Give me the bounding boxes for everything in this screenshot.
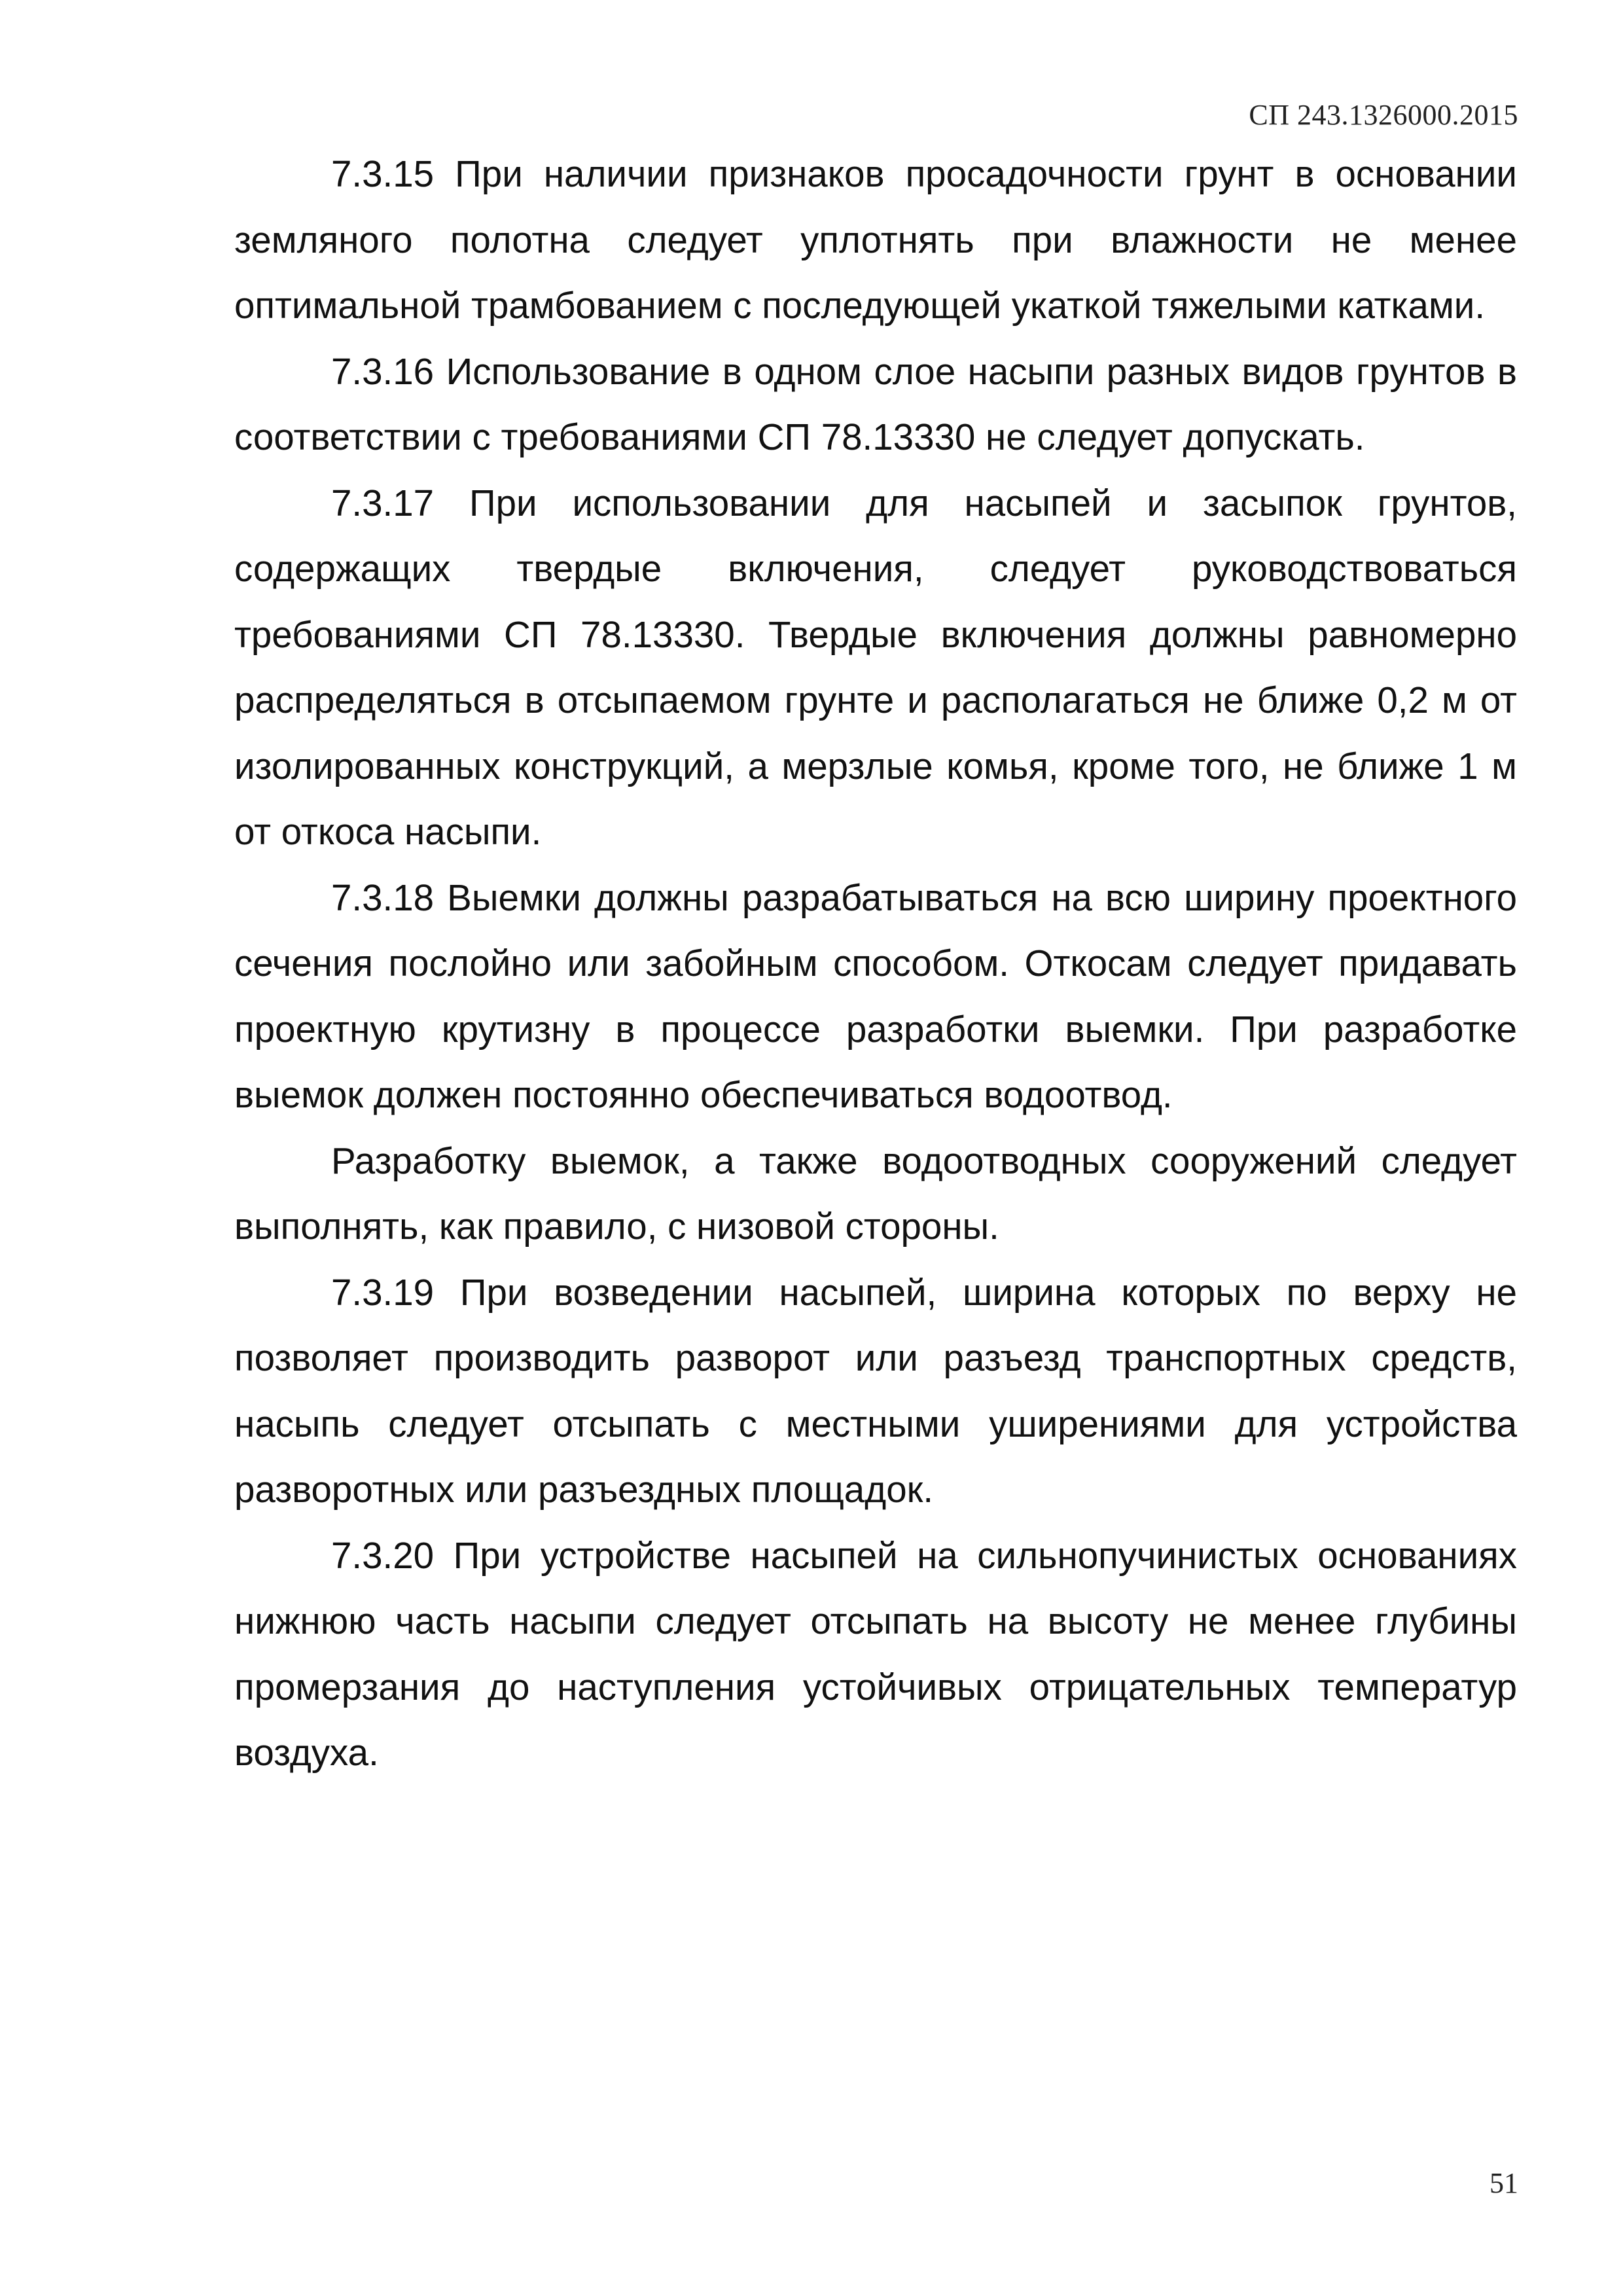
page-number: 51 [1489, 2167, 1518, 2199]
paragraph-7-3-16: 7.3.16 Использование в одном слое насыпи разных видов грунтов в соответствии с требованиями СП 78.13330 не следует допускать. [234, 350, 1517, 457]
paragraph-7-3-15: 7.3.15 При наличии признаков просадочности грунт в основании земляного полотна следует уплотнять при влажности не менее оптимальной трамбованием с последующей укаткой тяжелыми катками. [234, 153, 1517, 326]
document-code-header: СП 243.1326000.2015 [1249, 99, 1518, 131]
paragraph-7-3-18: 7.3.18 Выемки должны разрабатываться на всю ширину проектного сечения послойно или забойным способом. Откосам следует придавать проектную крутизну в процессе разработки выемки. При разработке выемок должен постоянно обеспечиваться водоотвод. [234, 876, 1517, 1115]
paragraph-7-3-20: 7.3.20 При устройстве насыпей на сильнопучинистых основаниях нижнюю часть насыпи следует отсыпать на высоту не менее глубины промерзания до наступления устойчивых отрицательных температур воздуха. [234, 1534, 1517, 1773]
paragraph-7-3-19: 7.3.19 При возведении насыпей, ширина которых по верху не позволяет производить разворот или разъезд транспортных средств, насыпь следует отсыпать с местными уширениями для устройства разворотных или разъездных площадок. [234, 1271, 1517, 1510]
paragraph-7-3-17: 7.3.17 При использовании для насыпей и засыпок грунтов, содержащих твердые включения, следует руководствоваться требованиями СП 78.13330. Твердые включения должны равномерно распределяться в отсыпаемом грунте и располагаться не ближе 0,2 м от изолированных конструкций, а мерзлые комья, кроме того, не ближе 1 м от откоса насыпи. [234, 482, 1517, 852]
paragraph-7-3-18-continued: Разработку выемок, а также водоотводных сооружений следует выполнять, как правило, с низовой стороны. [234, 1139, 1517, 1247]
document-body [234, 141, 1517, 1786]
